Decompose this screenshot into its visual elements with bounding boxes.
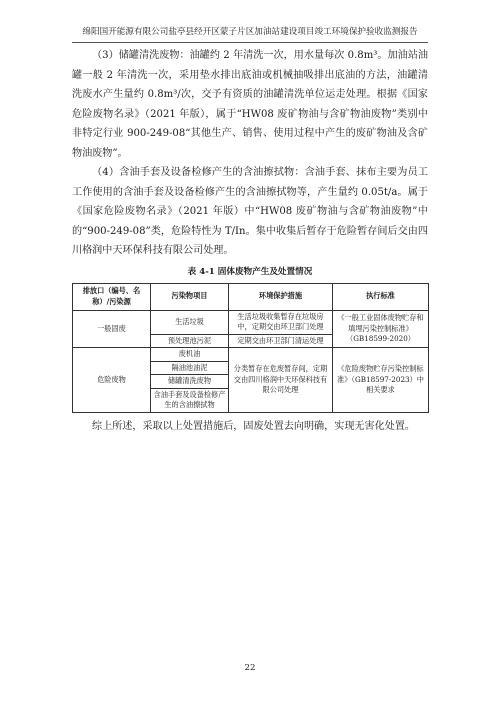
table-caption: 表 4-1 固体废物产生及处置情况 (187, 266, 313, 277)
summary-paragraph: 综上所述，采取以上处置措施后，固废处置去向明确，实现无害化处置。 (92, 420, 415, 432)
item-waste-oil: 废机油 (151, 348, 229, 362)
measure-hazardous-waste: 分类暂存在危废暂存间，定期交由四川格润中天环保科技有限公司处理 (229, 348, 333, 413)
header-title: 绵阳国开能源有限公司盐亭县经开区蒙子片区加油站建设项目竣工环境保护验收监测报告 (82, 27, 418, 37)
header-measures: 环境保护措施 (229, 283, 333, 310)
header-pollutant: 污染物项目 (151, 283, 229, 310)
group-hazardous-waste: 危险废物 (73, 348, 151, 413)
table-header-row (73, 283, 429, 310)
document-body (72, 46, 428, 436)
header-standard: 执行标准 (333, 283, 429, 310)
measure-sludge: 定期交由环卫部门清运处理 (229, 334, 333, 348)
solid-waste-table (72, 283, 429, 413)
paragraph-oily-gloves-waste: （4）含油手套及设备检修产生的含油擦拭物：含油手套、抹布主要为员工工作使用的含油手套及设备检修产生的含油擦拭物等，产生量约 0.05t/a。属于《国家危险废物名录》（2021 年版）中“HW08 废矿物油与含矿物油废物”中的“900-249-08”类，危险特性为 T/In。集中收集后暂存于危险暂存间后交由四川格润中天环保科技有限公司处理。 (72, 167, 428, 256)
item-sludge: 预处理池污泥 (151, 334, 229, 348)
item-tank-cleaning: 储罐清洗废物 (151, 375, 229, 389)
header-source: 排放口（编号、名称）/污染源 (73, 283, 151, 310)
page-number: 22 (244, 663, 256, 673)
table-row (73, 310, 429, 334)
page-header (72, 24, 428, 43)
item-oil-sludge: 隔油池油泥 (151, 361, 229, 375)
standard-general-waste: 《一般工业固体废物贮存和填埋污染控制标准》（GB18599-2020） (333, 310, 429, 348)
item-oily-gloves: 含油手套及设备检修产生的含油擦拭物 (151, 388, 229, 412)
measure-domestic-garbage: 生活垃圾收集暂存在垃圾房中，定期交由环卫部门处理 (229, 310, 333, 334)
standard-hazardous-waste: 《危险废物贮存污染控制标准》（GB18597-2023）中相关要求 (333, 348, 429, 413)
paragraph-tank-cleaning-waste: （3）储罐清洗废物：油罐约 2 年清洗一次，用水量每次 0.8m³。加油站油罐一般 2 年清洗一次，采用垫水排出底油或机械抽吸排出底油的方法，油罐清洗废水产生量约 0.8m³/次，交予有资质的油罐清洗单位运走处理。根据《国家危险废物名录》（2021 年版），属于“HW08 废矿物油与含矿物油废物”类别中非特定行业 900-249-08“其他生产、销售、使用过程中产生的废矿物油及含矿物油废物”。 (72, 50, 428, 159)
item-domestic-garbage: 生活垃圾 (151, 310, 229, 334)
group-general-waste: 一般固废 (73, 310, 151, 348)
table-row (73, 348, 429, 362)
